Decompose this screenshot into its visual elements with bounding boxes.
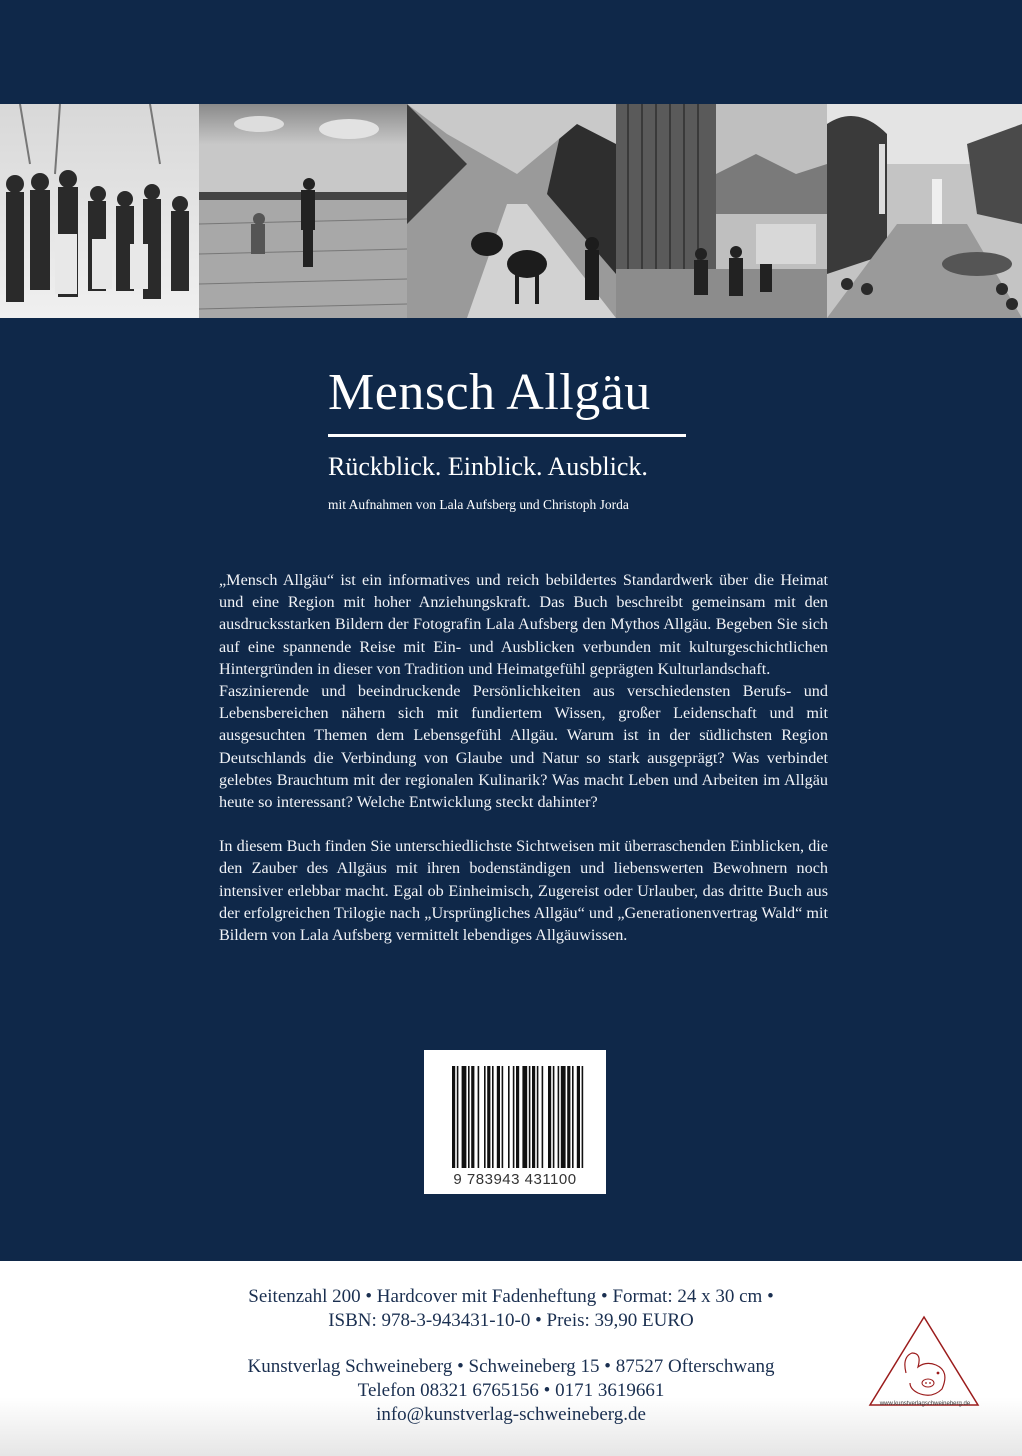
phone-line: Telefon 08321 6765156 • 0171 3619661: [357, 1380, 665, 1401]
barcode-bar: [484, 1066, 486, 1168]
publisher-logo-icon: [866, 1313, 982, 1413]
barcode-bar: [508, 1066, 510, 1168]
photo-field-harvest: [199, 104, 407, 318]
barcode-bar: [567, 1066, 570, 1168]
barcode-bars: [424, 1050, 606, 1170]
barcode-number: 9 783943 431100: [453, 1171, 577, 1188]
barcode-bar: [537, 1066, 539, 1168]
barcode-bar: [553, 1066, 555, 1168]
barcode-bar: [471, 1066, 474, 1168]
description-paragraph: „Mensch Allgäu“ ist ein informatives und reich bebildertes Standardwerk über die Heimat und eine Region mit hoher Anziehungskraft. Das Buch beschreibt gemeinsam mit den ausdrucksstarken Bildern der Fotografin Lala Aufsberg den Mythos Allgäu. Begeben Sie sich auf eine spannende Reise mit Ein- und Ausblicken verbunden mit kulturgeschichtlichen Hintergründen in dieser von Tradition und Heimatgefühl geprägten Kulturlandschaft.: [219, 571, 828, 678]
barcode-bar: [502, 1066, 504, 1168]
photo-children-group: [0, 104, 199, 318]
description-paragraph: Faszinierende und beeindruckende Persönlichkeiten aus verschiedensten Berufs- und Lebensbereichen nähern sich mit fundiertem Wissen, großer Leidenschaft und mit ausgesuchten Themen dem Lebensgefühl Allgäu. Warum ist in der südlichsten Region Deutschlands die Verbindung von Glaube und Natur so stark ausgeprägt? Was verbindet gelebtes Brauchtum mit der regionalen Kulinarik? Was macht Leben und Arbeiten im Allgäu heute so interessant? Welche Entwicklung steckt dahinter?: [219, 682, 828, 812]
barcode-bar: [468, 1066, 470, 1168]
barcode-bar: [462, 1066, 467, 1168]
photo-village-street: [827, 104, 1022, 318]
title-block: [328, 362, 688, 513]
photo-strip: [0, 104, 1022, 318]
barcode-bar: [492, 1066, 494, 1168]
barcode-bar: [487, 1066, 490, 1168]
title-divider: [328, 434, 686, 437]
barcode-bar: [572, 1066, 574, 1168]
barcode-bar: [516, 1066, 519, 1168]
barcode-bar: [457, 1066, 459, 1168]
barcode-bar: [542, 1066, 544, 1168]
barcode-bar: [582, 1066, 584, 1168]
description-paragraph: In diesem Buch finden Sie unterschiedlichste Sichtweisen mit überraschenden Einblicken, die den Zauber des Allgäus mit ihren bodenständigen und liebenswerten Bewohnern noch intensiver erlebbar macht. Egal ob Einheimisch, Zugereist oder Urlauber, das dritte Buch aus der erfolgreichen Trilogie nach „Ursprüngliches Allgäu“ und „Generationenvertrag Wald“ mit Bildern von Lala Aufsberg vermittelt lebendiges Allgäuwissen.: [219, 837, 828, 945]
barcode-bar: [497, 1066, 500, 1168]
barcode-bar: [558, 1066, 560, 1168]
barcode-bar: [529, 1066, 531, 1168]
photo-cattle-road: [407, 104, 616, 318]
logo-url: www.kunstverlagschweineberg.de: [879, 1401, 971, 1407]
barcode-bar: [513, 1066, 515, 1168]
barcode-bar: [577, 1066, 580, 1168]
book-subtitle: Rückblick. Einblick. Ausblick.: [328, 452, 648, 481]
email-link[interactable]: info@kunstverlag-schweineberg.de: [376, 1404, 646, 1425]
book-description: [219, 569, 828, 946]
photo-wooden-barn: [616, 104, 827, 318]
specs-line: ISBN: 978-3-943431-10-0 • Preis: 39,90 EURO: [328, 1310, 694, 1331]
barcode-bar: [561, 1066, 566, 1168]
publisher-line: Kunstverlag Schweineberg • Schweineberg 15 • 87527 Ofterschwang: [247, 1356, 775, 1377]
barcode-bar: [522, 1066, 527, 1168]
photo-credit: mit Aufnahmen von Lala Aufsberg und Christoph Jorda: [328, 497, 629, 512]
barcode-bar: [532, 1066, 535, 1168]
barcode-bar: [452, 1066, 455, 1168]
isbn-barcode: [424, 1050, 606, 1194]
book-title: Mensch Allgäu: [328, 364, 651, 421]
specs-line: Seitenzahl 200 • Hardcover mit Fadenheftung • Format: 24 x 30 cm •: [248, 1286, 774, 1307]
barcode-bar: [478, 1066, 480, 1168]
footer: [0, 1261, 1022, 1456]
barcode-bar: [548, 1066, 551, 1168]
